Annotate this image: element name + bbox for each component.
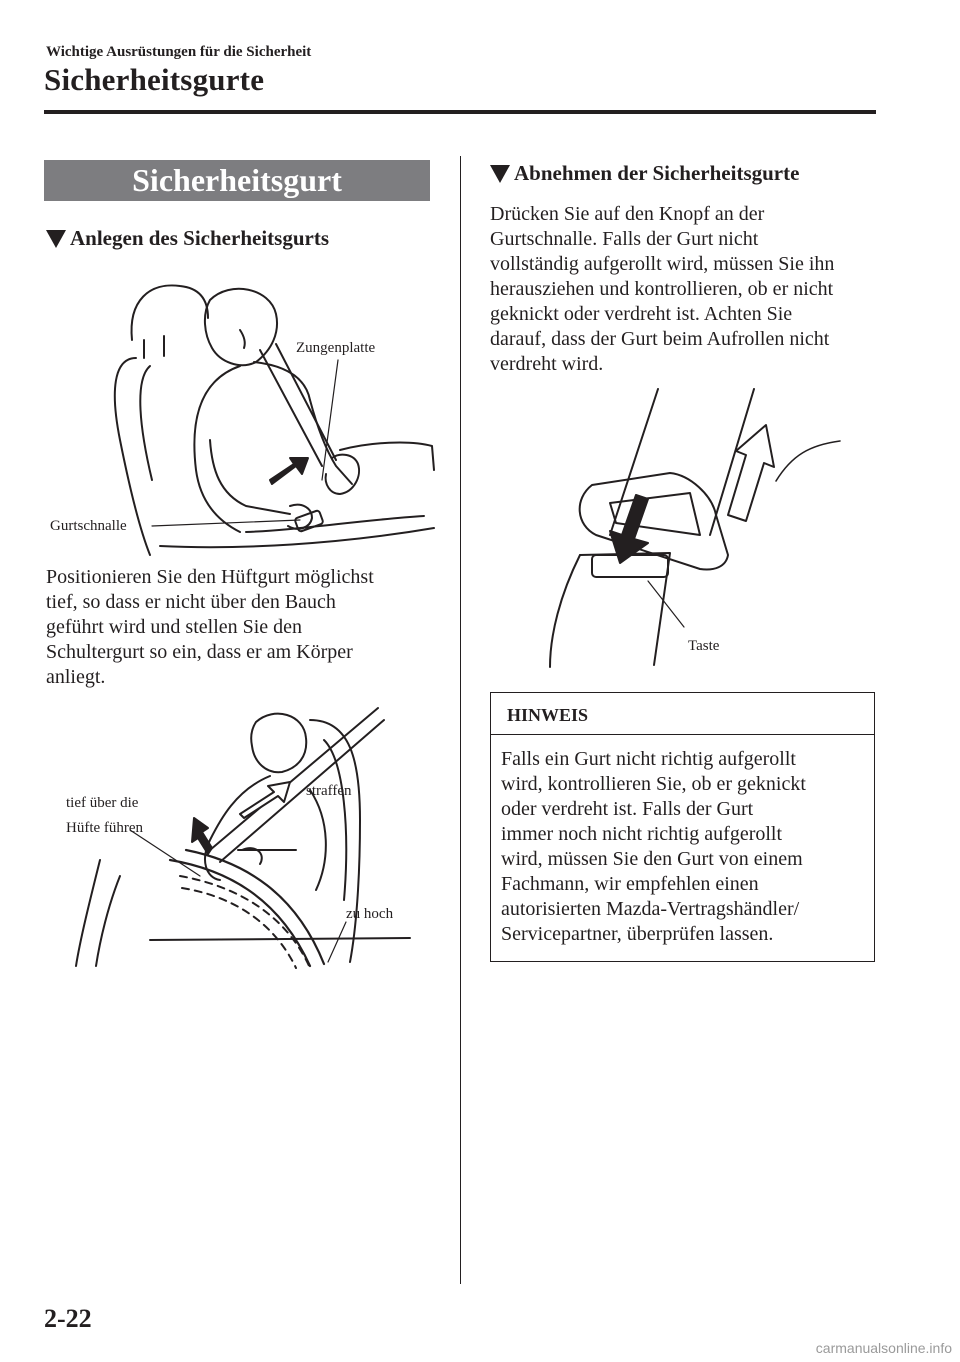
leader-buckle	[152, 520, 300, 526]
seat-back	[310, 720, 360, 962]
note-line: Falls ein Gurt nicht richtig aufgerollt	[501, 748, 796, 770]
headrest	[132, 285, 208, 340]
buckle-body	[580, 553, 670, 665]
leader-tongue	[322, 360, 338, 480]
note-line: Fachmann, wir empfehlen einen	[501, 873, 759, 895]
chapter-title: Wichtige Ausrüstungen für die Sicherheit	[46, 44, 312, 60]
subhead-fasten	[46, 226, 329, 251]
paragraph-line: anliegt.	[46, 666, 106, 688]
note-line: immer noch nicht richtig aufgerollt	[501, 823, 783, 845]
release-button	[592, 555, 668, 577]
torso	[194, 366, 240, 532]
label-tongue-plate: Zungenplatte	[296, 340, 376, 356]
retractor-cord	[776, 441, 840, 481]
belly	[310, 790, 326, 890]
label-low-line1: tief über die	[66, 795, 139, 811]
note-line: wird, müssen Sie den Gurt von einem	[501, 848, 803, 870]
thigh	[246, 516, 424, 532]
watermark[interactable]: carmanualsonline.info	[815, 1340, 952, 1356]
leg-right	[96, 876, 120, 966]
subhead-unfasten-text: Abnehmen der Sicherheitsgurte	[514, 161, 800, 185]
note-text	[501, 747, 871, 947]
tighten-arrow-icon	[240, 782, 290, 818]
note-line: Servicepartner, überprüfen lassen.	[501, 923, 774, 945]
headrest-post	[144, 336, 164, 358]
paragraph-line: verdreht wird.	[490, 353, 604, 375]
header-rule	[44, 110, 876, 114]
face	[240, 330, 245, 348]
note-title: HINWEIS	[491, 693, 874, 735]
label-tighten: straffen	[306, 783, 352, 799]
down-arrow-icon	[192, 818, 212, 854]
page-number: 2-22	[44, 1304, 92, 1333]
subhead-unfasten	[490, 161, 799, 186]
paragraph-line: tief, so dass er nicht über den Bauch	[46, 591, 336, 613]
paragraph-unfasten	[490, 202, 834, 377]
paragraph-line: herausziehen und kontrollieren, ob er nicht	[490, 278, 834, 300]
leader-high	[328, 922, 346, 962]
head	[205, 289, 277, 365]
triangle-marker-icon	[46, 230, 66, 248]
label-button: Taste	[688, 638, 720, 654]
paragraph-line: Schultergurt so ein, dass er am Körper	[46, 641, 353, 663]
paragraph-line: geführt wird und stellen Sie den	[46, 616, 303, 638]
triangle-marker-icon	[490, 165, 510, 183]
section-title-bar: Sicherheitsgurt	[44, 160, 430, 201]
paragraph-line: geknickt oder verdreht ist. Achten Sie	[490, 303, 793, 325]
figure-buckle-release	[540, 385, 880, 675]
label-low-line2: Hüfte führen	[66, 820, 144, 836]
lap-belt-dashed-b	[182, 888, 296, 968]
seat-cushion	[160, 528, 434, 547]
note-line: wird, kontrollieren Sie, ob er geknickt	[501, 773, 806, 795]
insert-arrow-icon	[270, 458, 308, 484]
seat-back-inner	[140, 366, 152, 480]
column-divider	[460, 156, 461, 1284]
paragraph-line: Positionieren Sie den Hüftgurt möglichst	[46, 566, 374, 588]
leg-left	[76, 860, 100, 966]
knee-line	[340, 443, 434, 470]
note-line: oder verdreht ist. Falls der Gurt	[501, 798, 754, 820]
paragraph-fasten	[46, 565, 374, 690]
label-buckle: Gurtschnalle	[50, 518, 127, 534]
figure-fasten-belt	[40, 270, 440, 560]
paragraph-line: darauf, dass der Gurt beim Aufrollen nicht	[490, 328, 830, 350]
lap-belt-correct	[170, 860, 310, 966]
paragraph-line: Gurtschnalle. Falls der Gurt nicht	[490, 228, 759, 250]
paragraph-line: Drücken Sie auf den Knopf an der	[490, 203, 765, 225]
shoulder-belt-a	[210, 708, 378, 850]
floor-line	[150, 938, 410, 940]
page-title: Sicherheitsgurte	[44, 62, 265, 97]
buckle-body-left	[550, 555, 580, 667]
head	[251, 714, 306, 773]
retract-arrow-icon	[728, 425, 774, 521]
note-box	[490, 692, 875, 962]
seat-back-inner	[324, 740, 346, 900]
lap-belt-dashed-a	[180, 876, 310, 968]
subhead-fasten-text: Anlegen des Sicherheitsgurts	[70, 226, 329, 250]
label-too-high: zu hoch	[346, 906, 394, 922]
paragraph-line: vollständig aufgerollt wird, müssen Sie ihn	[490, 253, 835, 275]
buckle-body	[294, 510, 323, 532]
note-line: autorisierten Mazda-Vertragshändler/	[501, 898, 800, 920]
